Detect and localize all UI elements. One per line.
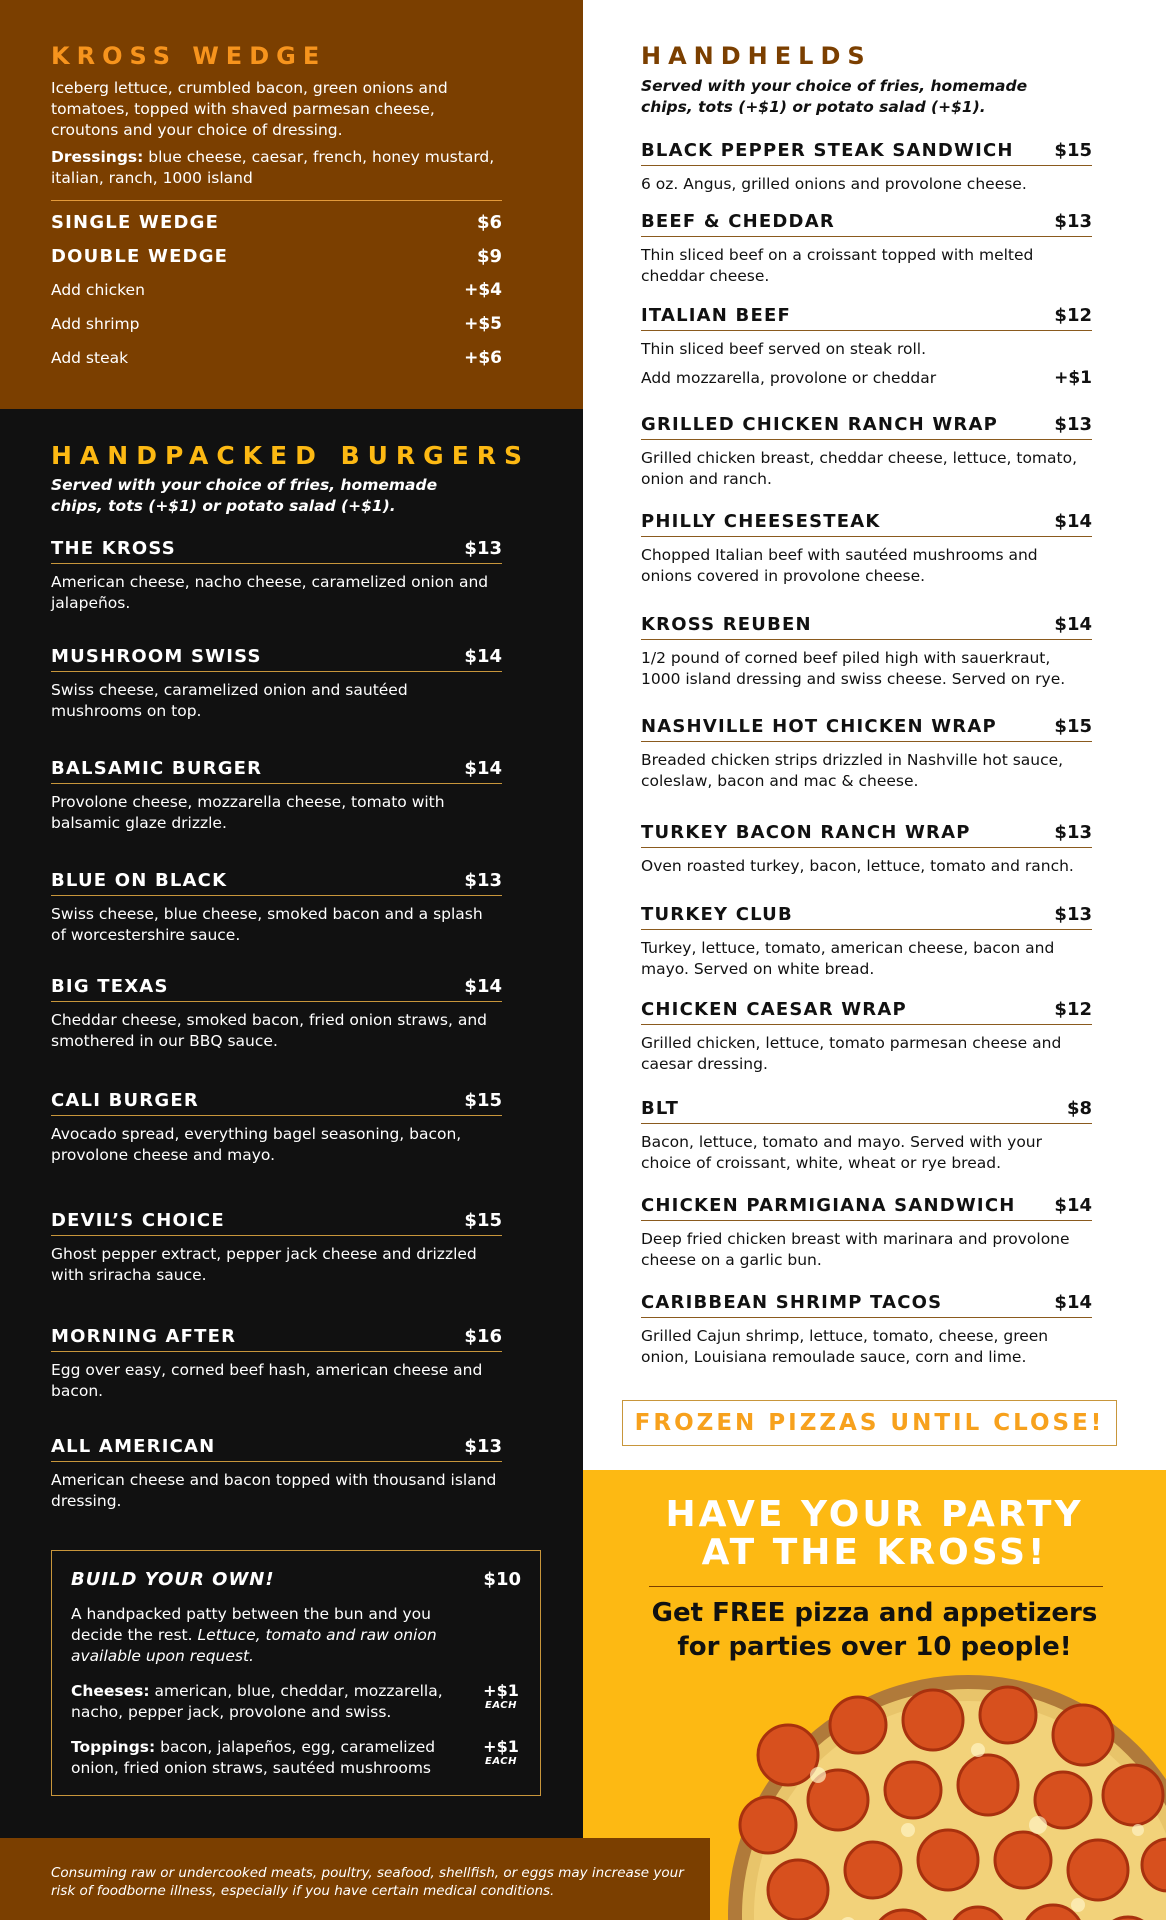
wedge-item: [51, 246, 502, 280]
item-price: $15: [464, 1210, 502, 1231]
cheeses-each: EACH: [485, 1700, 517, 1711]
item-description: Provolone cheese, mozzarella cheese, tomato with balsamic glaze drizzle.: [51, 793, 445, 832]
item-description: Bacon, lettuce, tomato and mayo. Served with your choice of croissant, white, wheat or rye bread.: [641, 1133, 1043, 1172]
addon-price: +$5: [464, 314, 502, 334]
item-name: BLUE ON BLACK: [51, 870, 228, 891]
item-price: $14: [1054, 1195, 1092, 1216]
menu-item: [641, 1098, 1092, 1174]
handhelds-title: HANDHELDS: [641, 42, 872, 70]
wedge-addon: [51, 314, 502, 348]
frozen-pizza-text: FROZEN PIZZAS UNTIL CLOSE!: [634, 1410, 1105, 1436]
item-price: $15: [1054, 140, 1092, 161]
dressings-label: Dressings:: [51, 148, 144, 166]
menu-item: [51, 538, 502, 614]
item-description: Ghost pepper extract, pepper jack cheese and drizzled with sriracha sauce.: [51, 1245, 477, 1284]
menu-item: [641, 211, 1092, 287]
item-price: $13: [1054, 904, 1092, 925]
item-price: $6: [476, 212, 502, 233]
item-name: MUSHROOM SWISS: [51, 646, 262, 667]
item-name: KROSS REUBEN: [641, 614, 812, 635]
wedge-divider: [51, 200, 502, 201]
item-name: MORNING AFTER: [51, 1326, 237, 1347]
item-description: American cheese and bacon topped with thousand island dressing.: [51, 1471, 497, 1510]
item-name: NASHVILLE HOT CHICKEN WRAP: [641, 716, 997, 737]
item-description: Grilled Cajun shrimp, lettuce, tomato, cheese, green onion, Louisiana remoulade sauce, corn and lime.: [641, 1327, 1049, 1366]
menu-item: [51, 870, 502, 946]
item-price: $13: [464, 870, 502, 891]
item-name: DEVIL’S CHOICE: [51, 1210, 225, 1231]
item-name: BLT: [641, 1098, 680, 1119]
item-name: CARIBBEAN SHRIMP TACOS: [641, 1292, 943, 1313]
wedge-addon: [51, 348, 502, 382]
menu-item: [51, 1436, 502, 1512]
item-description: Grilled chicken, lettuce, tomato parmesan cheese and caesar dressing.: [641, 1034, 1062, 1073]
item-description: Avocado spread, everything bagel seasoning, bacon, provolone cheese and mayo.: [51, 1125, 462, 1164]
item-name: BIG TEXAS: [51, 976, 169, 997]
menu-item: [641, 614, 1092, 690]
item-description: Breaded chicken strips drizzled in Nashville hot sauce, coleslaw, bacon and mac & cheese.: [641, 751, 1064, 790]
addon-price: +$4: [464, 280, 502, 300]
dressings-list: blue cheese, caesar, french, honey mustard, italian, ranch, 1000 island: [51, 148, 495, 187]
addon-price: +$6: [464, 348, 502, 368]
menu-item: [51, 1090, 502, 1166]
item-description: Thin sliced beef served on steak roll.: [641, 340, 926, 358]
byo-desc-text: A handpacked patty between the bun and you decide the rest.: [71, 1605, 431, 1644]
menu-item: [51, 1210, 502, 1286]
item-description: Egg over easy, corned beef hash, american cheese and bacon.: [51, 1361, 483, 1400]
menu-item: [641, 822, 1092, 877]
menu-item: [51, 976, 502, 1052]
promo-title-line1: HAVE YOUR PARTY: [665, 1494, 1084, 1535]
item-name: THE KROSS: [51, 538, 176, 559]
item-name: ITALIAN BEEF: [641, 305, 791, 326]
wedge-title: KROSS WEDGE: [51, 42, 327, 70]
item-description: Thin sliced beef on a croissant topped with melted cheddar cheese.: [641, 246, 1034, 285]
addon-name: Add shrimp: [51, 315, 140, 333]
item-price: $13: [1054, 822, 1092, 843]
item-description: Deep fried chicken breast with marinara and provolone cheese on a garlic bun.: [641, 1230, 1070, 1269]
item-name: TURKEY CLUB: [641, 904, 793, 925]
menu-item: [641, 716, 1092, 792]
cheeses-price: +$1: [483, 1681, 519, 1700]
item-price: $12: [1054, 999, 1092, 1020]
addon-text: Add mozzarella, provolone or cheddar: [641, 369, 937, 387]
wedge-item: [51, 212, 502, 246]
byo-name: BUILD YOUR OWN!: [71, 1569, 275, 1590]
item-price: $15: [464, 1090, 502, 1111]
wedge-description: Iceberg lettuce, crumbled bacon, green onions and tomatoes, topped with shaved parmesan cheese, croutons and your choice of dressing.: [51, 79, 448, 139]
addon-name: Add steak: [51, 349, 129, 367]
promo-title: [583, 1496, 1166, 1572]
item-name: SINGLE WEDGE: [51, 212, 220, 233]
byo-description: [71, 1604, 471, 1667]
menu-item: [641, 999, 1092, 1075]
byo-cheeses: [71, 1681, 521, 1723]
item-price: $8: [1066, 1098, 1092, 1119]
item-price: $12: [1054, 305, 1092, 326]
item-description: Chopped Italian beef with sautéed mushrooms and onions covered in provolone cheese.: [641, 546, 1038, 585]
wedge-addon: [51, 280, 502, 314]
item-name: ALL AMERICAN: [51, 1436, 216, 1457]
item-price: $13: [1054, 414, 1092, 435]
promo-text-line2: for parties over 10 people!: [677, 1632, 1072, 1662]
item-price: $14: [1054, 1292, 1092, 1313]
byo-price: $10: [483, 1569, 521, 1590]
wedge-items: [51, 212, 502, 382]
burgers-title: HANDPACKED BURGERS: [51, 441, 531, 470]
item-price: $15: [1054, 716, 1092, 737]
item-price: $14: [464, 646, 502, 667]
item-name: CALI BURGER: [51, 1090, 199, 1111]
item-name: BALSAMIC BURGER: [51, 758, 263, 779]
wedge-dressings: [51, 147, 501, 189]
item-name: GRILLED CHICKEN RANCH WRAP: [641, 414, 998, 435]
menu-item: [641, 1292, 1092, 1368]
item-name: BEEF & CHEDDAR: [641, 211, 835, 232]
item-description: American cheese, nacho cheese, caramelized onion and jalapeños.: [51, 573, 489, 612]
menu-item: [641, 140, 1092, 195]
item-price: $9: [476, 246, 502, 267]
toppings-label: Toppings:: [71, 1738, 156, 1756]
addon-price: +$1: [1054, 368, 1092, 388]
item-description: Turkey, lettuce, tomato, american cheese, bacon and mayo. Served on white bread.: [641, 939, 1055, 978]
item-addon: [641, 368, 1092, 389]
item-description: Grilled chicken breast, cheddar cheese, lettuce, tomato, onion and ranch.: [641, 449, 1078, 488]
promo-title-line2: AT THE KROSS!: [701, 1532, 1048, 1573]
item-description: 1/2 pound of corned beef piled high with sauerkraut, 1000 island dressing and swiss cheese. Served on rye.: [641, 649, 1066, 688]
item-description: Swiss cheese, caramelized onion and sautéed mushrooms on top.: [51, 681, 408, 720]
item-price: $14: [464, 976, 502, 997]
burgers-subtitle: Served with your choice of fries, homemade chips, tots (+$1) or potato salad (+$1).: [51, 476, 438, 515]
item-name: TURKEY BACON RANCH WRAP: [641, 822, 971, 843]
item-name: PHILLY CHEESESTEAK: [641, 511, 881, 532]
addon-name: Add chicken: [51, 281, 145, 299]
item-price: $13: [464, 538, 502, 559]
item-price: $14: [464, 758, 502, 779]
item-description: Oven roasted turkey, bacon, lettuce, tomato and ranch.: [641, 857, 1074, 875]
item-description: Cheddar cheese, smoked bacon, fried onion straws, and smothered in our BBQ sauce.: [51, 1011, 488, 1050]
byo-toppings: [71, 1737, 521, 1779]
item-description: 6 oz. Angus, grilled onions and provolone cheese.: [641, 175, 1027, 193]
menu-item: [51, 758, 502, 834]
cheeses-label: Cheeses:: [71, 1682, 150, 1700]
menu-item: [51, 646, 502, 722]
item-name: CHICKEN CAESAR WRAP: [641, 999, 907, 1020]
pizza-image: [678, 1675, 1166, 1920]
menu-item: [641, 1195, 1092, 1271]
toppings-list: bacon, jalapeños, egg, caramelized onion, fried onion straws, sautéed mushrooms: [71, 1738, 436, 1777]
menu-item: [641, 305, 1092, 389]
byo-desc-note: Lettuce, tomato and raw onion available upon request.: [71, 1626, 437, 1665]
item-description: Swiss cheese, blue cheese, smoked bacon and a splash of worcestershire sauce.: [51, 905, 483, 944]
menu-item: [51, 1326, 502, 1402]
menu-item: [641, 414, 1092, 490]
item-name: BLACK PEPPER STEAK SANDWICH: [641, 140, 1014, 161]
build-your-own-box: [51, 1550, 541, 1796]
promo-text: [583, 1596, 1166, 1664]
promo-divider: [649, 1586, 1103, 1587]
frozen-pizza-banner: [622, 1400, 1117, 1446]
food-safety-disclaimer: Consuming raw or undercooked meats, poultry, seafood, shellfish, or eggs may increase your risk of foodborne illness, especially if you have certain medical conditions.: [51, 1865, 684, 1899]
item-price: $13: [1054, 211, 1092, 232]
item-price: $13: [464, 1436, 502, 1457]
menu-item: [641, 904, 1092, 980]
promo-text-line1: Get FREE pizza and appetizers: [651, 1598, 1098, 1628]
menu-item: [641, 511, 1092, 587]
item-price: $14: [1054, 614, 1092, 635]
item-name: DOUBLE WEDGE: [51, 246, 229, 267]
cheeses-list: american, blue, cheddar, mozzarella, nacho, pepper jack, provolone and swiss.: [71, 1682, 443, 1721]
item-price: $16: [464, 1326, 502, 1347]
item-price: $14: [1054, 511, 1092, 532]
toppings-each: EACH: [485, 1756, 517, 1767]
handhelds-subtitle: Served with your choice of fries, homemade chips, tots (+$1) or potato salad (+$1).: [641, 77, 1028, 116]
item-name: CHICKEN PARMIGIANA SANDWICH: [641, 1195, 1016, 1216]
toppings-price: +$1: [483, 1737, 519, 1756]
